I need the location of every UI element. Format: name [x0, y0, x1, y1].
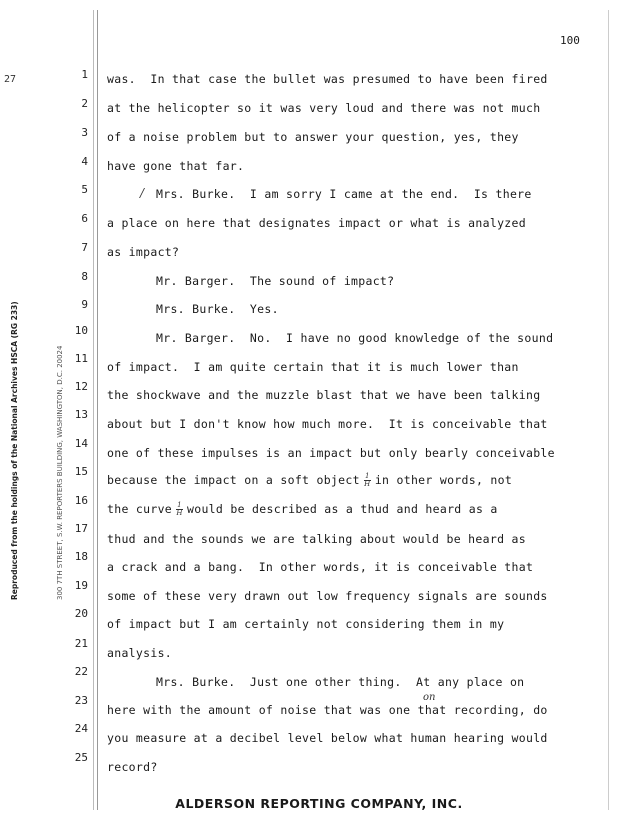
transcript-line: a crack and a bang. In other words, it is conceivable that: [107, 560, 534, 574]
line-number: 3: [81, 126, 88, 139]
transcript-line: record?: [107, 760, 158, 774]
transcript-line: here with the amount of noise that was one that recording, do: [107, 703, 548, 717]
transcript-line: [107, 187, 532, 201]
line-number: 8: [81, 270, 88, 283]
line-number: 6: [81, 212, 88, 225]
fraction-denominator: H: [176, 509, 183, 517]
transcript-line: [107, 473, 512, 488]
line-number: 22: [74, 665, 88, 678]
margin-rule-right: [608, 10, 609, 810]
line-number: 7: [81, 241, 88, 254]
line-number: 1: [81, 68, 88, 81]
margin-mark: 27: [4, 74, 17, 85]
fraction-numerator: 1: [364, 472, 370, 480]
line-number: 10: [74, 324, 88, 337]
line-text: because the impact on a soft object: [107, 473, 360, 487]
line-number: 9: [81, 298, 88, 311]
reporter-address: 300 7TH STREET, S.W. REPORTERS BUILDING, WASHINGTON, D.C. 20024: [56, 345, 64, 600]
line-text: Mr. Barger. No. I have no good knowledge of the sound: [156, 331, 554, 345]
line-number: 11: [74, 352, 88, 365]
handwritten-fraction: [364, 473, 371, 488]
transcript-line: about but I don't know how much more. It is conceivable that: [107, 417, 548, 431]
line-text: Mrs. Burke. Yes.: [156, 302, 279, 316]
transcript-line: one of these impulses is an impact but only bearly conceivable: [107, 446, 555, 460]
line-number: 23: [74, 694, 88, 707]
transcript-line: [107, 331, 553, 345]
line-number: 16: [74, 494, 88, 507]
transcript-line: [107, 502, 498, 517]
line-number: 24: [74, 722, 88, 735]
line-number: 19: [74, 579, 88, 592]
transcript-line: of impact. I am quite certain that it is much lower than: [107, 360, 519, 374]
margin-rule-outer: [93, 10, 94, 810]
line-number: 25: [74, 751, 88, 764]
line-number: 4: [81, 155, 88, 168]
archive-note: Reproduced from the holdings of the National Archives HSCA (RG 233): [10, 301, 19, 600]
line-text: Mrs. Burke. I am sorry I came at the end. Is there: [156, 187, 532, 201]
handwritten-bracket: /: [140, 186, 145, 200]
transcript-line: of impact but I am certainly not considering them in my: [107, 617, 505, 631]
transcript-line: [107, 675, 524, 689]
line-number: 20: [74, 607, 88, 620]
fraction-numerator: 1: [177, 501, 182, 509]
margin-rule-inner: [97, 10, 98, 810]
line-number: 14: [74, 437, 88, 450]
fraction-denominator: H: [364, 480, 371, 488]
transcript-line: at the helicopter so it was very loud and there was not much: [107, 101, 541, 115]
line-number: 5: [81, 183, 88, 196]
line-text: would be described as a thud and heard as a: [187, 502, 498, 516]
transcript-line: analysis.: [107, 646, 173, 660]
line-number: 18: [74, 550, 88, 563]
line-number: 12: [74, 380, 88, 393]
transcript-line: of a noise problem but to answer your question, yes, they: [107, 130, 519, 144]
line-text: the curve: [107, 502, 173, 516]
transcript-line: the shockwave and the muzzle blast that we have been talking: [107, 388, 541, 402]
handwritten-correction: on: [423, 692, 436, 703]
transcript-line: thud and the sounds we are talking about would be heard as: [107, 532, 526, 546]
line-number: 2: [81, 97, 88, 110]
footer-company: ALDERSON REPORTING COMPANY, INC.: [175, 796, 463, 811]
line-number: 15: [74, 465, 88, 478]
transcript-line: was. In that case the bullet was presumed to have been fired: [107, 72, 548, 86]
transcript-line: as impact?: [107, 245, 180, 259]
transcript-line: have gone that far.: [107, 159, 245, 173]
transcript-line: [107, 302, 279, 316]
transcript-line: some of these very drawn out low frequency signals are sounds: [107, 589, 548, 603]
line-number: 21: [74, 637, 88, 650]
line-text: Mr. Barger. The sound of impact?: [156, 274, 395, 288]
line-number: 17: [74, 522, 88, 535]
transcript-line: you measure at a decibel level below what human hearing would: [107, 731, 548, 745]
line-text: in other words, not: [374, 473, 513, 487]
transcript-line: a place on here that designates impact or what is analyzed: [107, 216, 526, 230]
line-text: Mrs. Burke. Just one other thing. At any place on: [156, 675, 525, 689]
line-number: 13: [74, 408, 88, 421]
page-number: 100: [560, 34, 580, 47]
transcript-line: [107, 274, 394, 288]
handwritten-fraction: [176, 502, 183, 517]
